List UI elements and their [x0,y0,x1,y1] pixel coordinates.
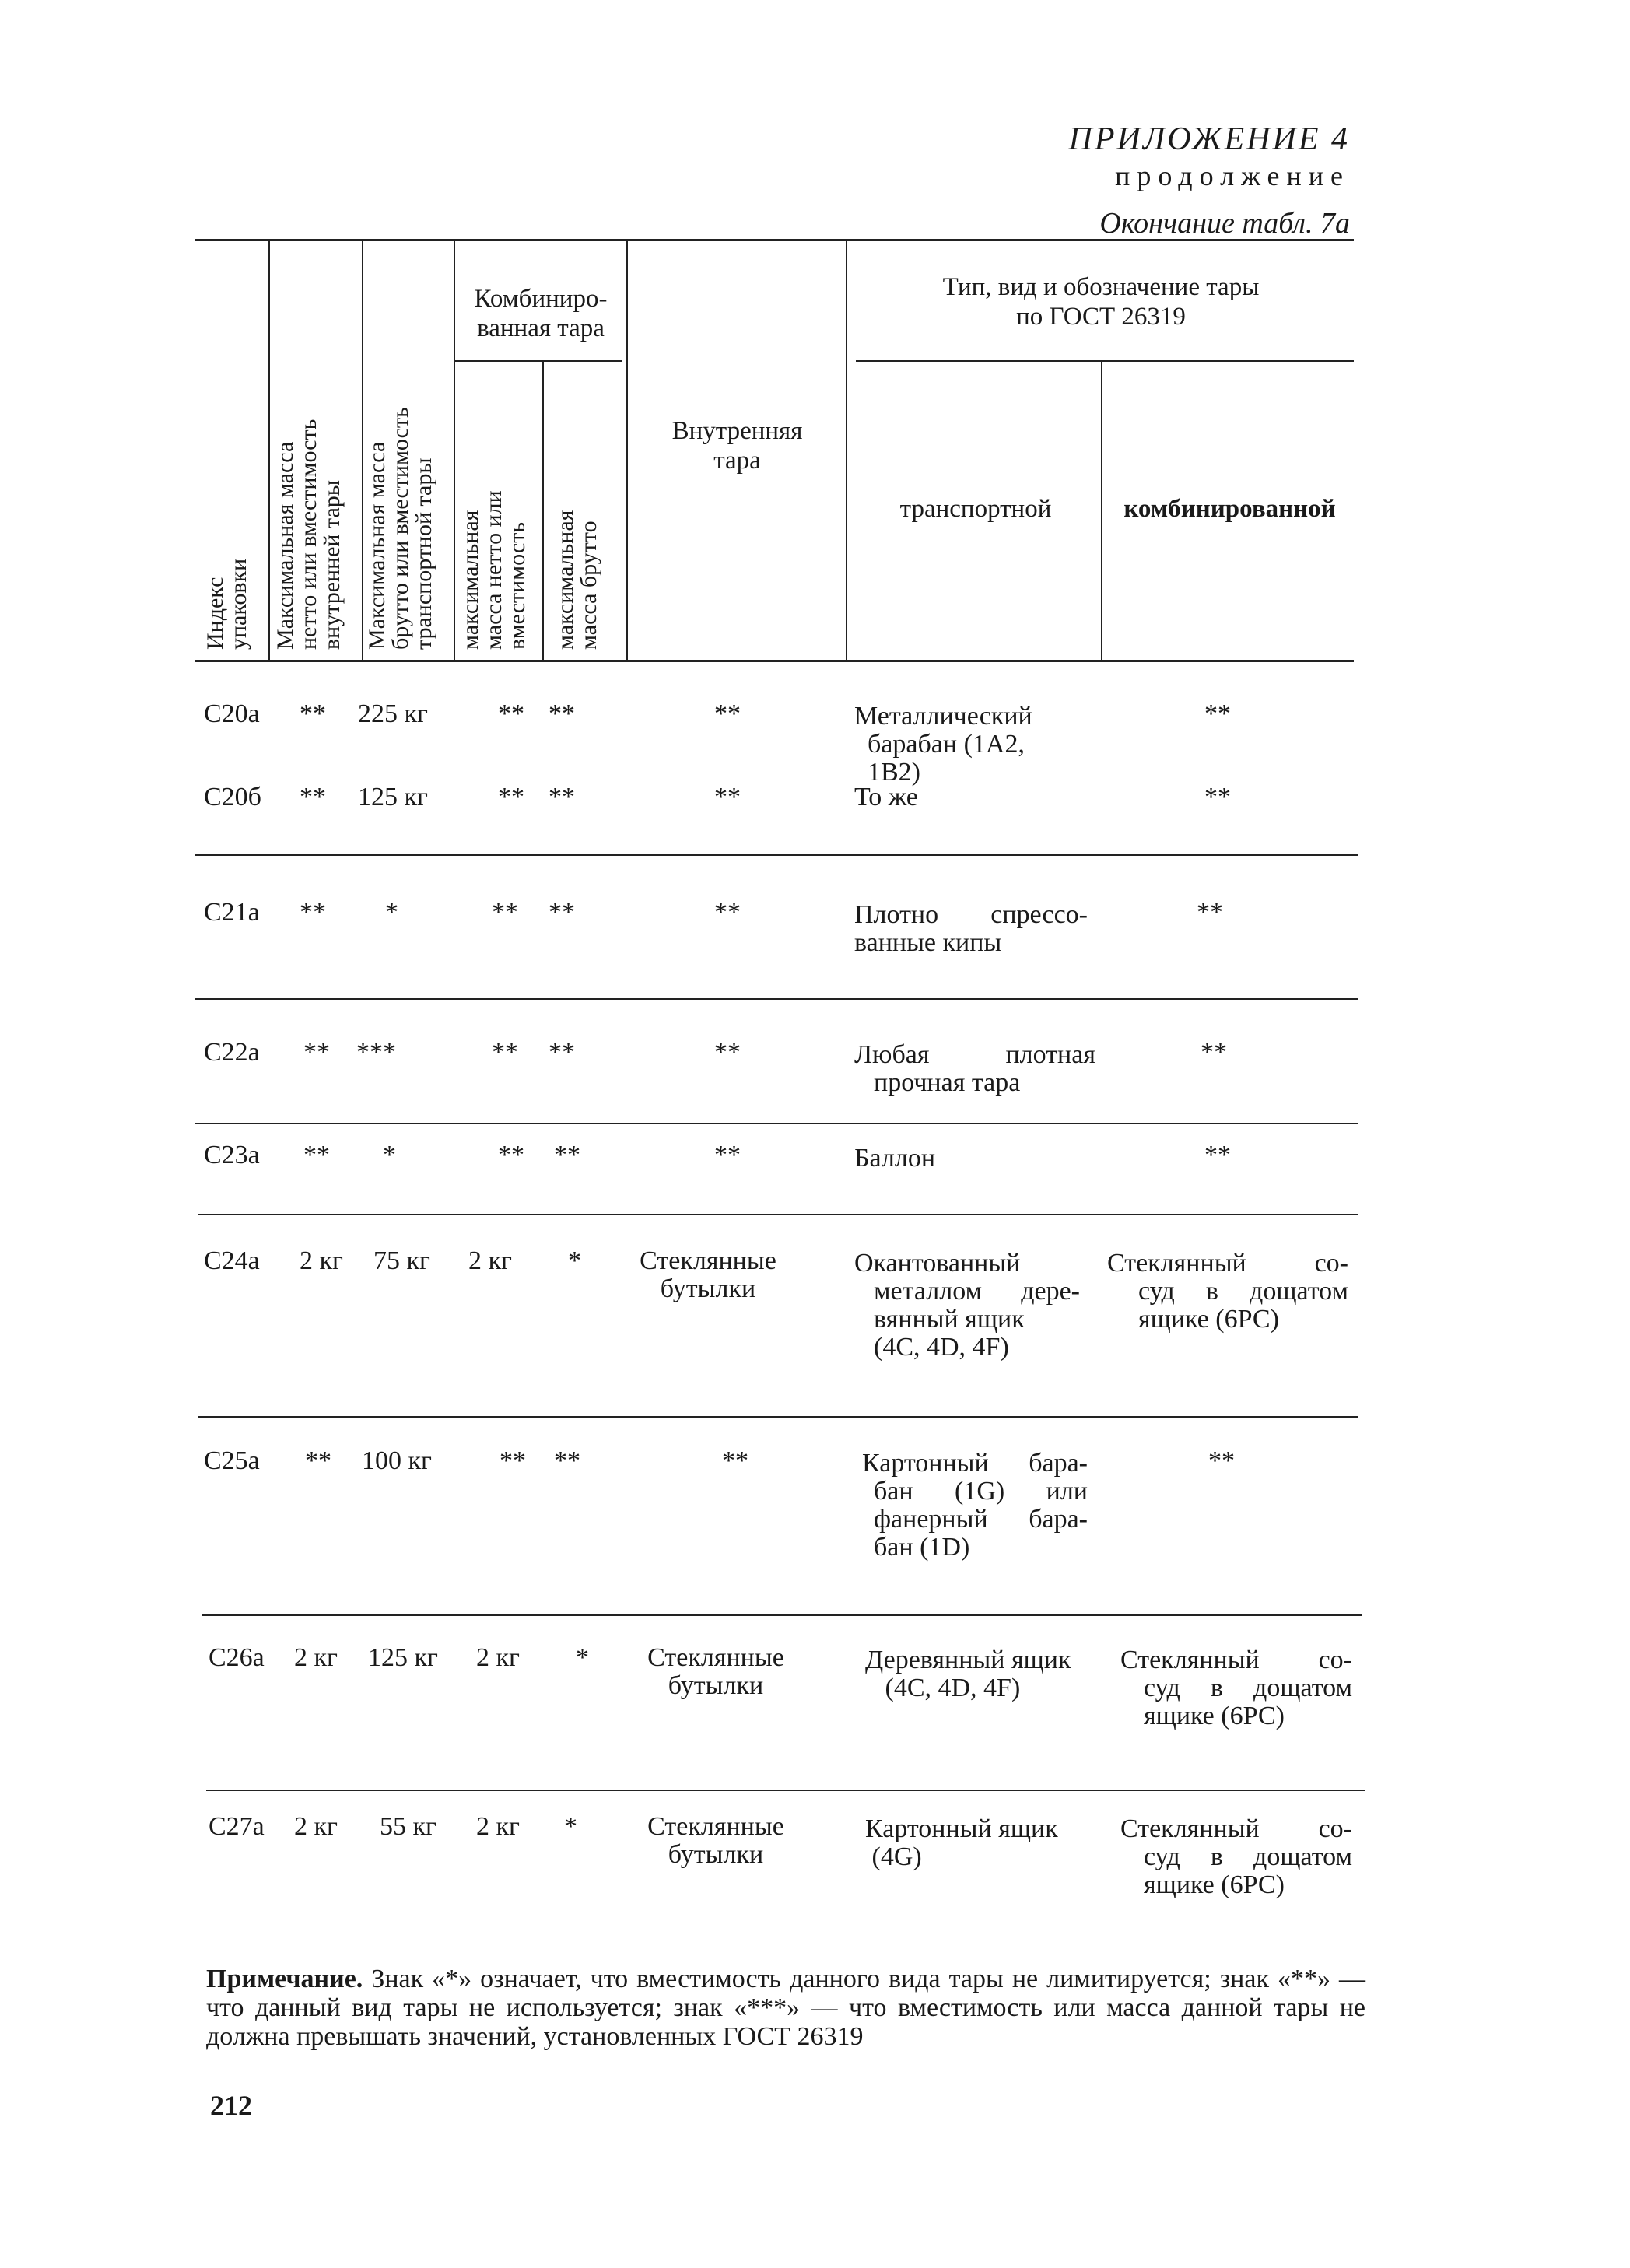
row-separator [195,854,1358,856]
cell-combined-type: ** [1204,1141,1231,1169]
continuation-label: продолжение [1115,160,1350,191]
cell-inner-pack: ** [714,783,741,812]
cell-combined-gross: ** [549,783,575,812]
cell-combined-type: Стеклянный со- суд в дощатом ящике (6РС) [1107,1249,1348,1334]
footnote-label: Примечание. [206,1965,363,1993]
appendix-title: ПРИЛОЖЕНИЕ 4 [1068,121,1350,157]
row-separator [195,998,1358,1000]
cell-transport-max: 125 кг [368,1643,438,1672]
cell-transport-max: 55 кг [380,1812,436,1841]
cell-combined-gross: ** [549,1038,575,1067]
column-divider [362,241,363,660]
cell-inner-pack: Стеклянные бутылки [647,1812,784,1869]
cell-combined-type: ** [1204,699,1231,728]
table-row-index: С22а [204,1038,260,1067]
page-number: 212 [210,2090,252,2121]
cell-combined-gross: * [564,1812,577,1841]
combined-group-rule [455,360,622,362]
column-header-transport-max: Максимальная масса брутто или вместимость транспортной тары [364,407,436,650]
cell-transport-max: *** [356,1038,396,1067]
cell-transport-type: Баллон [854,1144,936,1173]
cell-combined-net: 2 кг [476,1812,520,1841]
column-divider [626,241,628,660]
column-divider [1101,362,1102,660]
cell-combined-net: 2 кг [468,1246,512,1275]
row-separator [206,1790,1365,1791]
cell-inner-max: ** [300,898,326,927]
column-header-inner-pack: Внутренняя тара [671,417,803,475]
row-separator [198,1416,1358,1418]
table-row-index: С20а [204,699,260,728]
row-separator [198,1214,1358,1215]
cell-combined-gross: ** [554,1141,580,1169]
table-top-rule [195,239,1354,241]
type-group-rule [856,360,1354,362]
cell-combined-net: ** [498,783,524,812]
cell-transport-max: * [385,898,398,927]
cell-combined-type: Стеклянный со- суд в дощатом ящике (6РС) [1120,1814,1352,1899]
cell-transport-max: * [383,1141,396,1169]
column-header-index: Индекс упаковки [202,558,251,650]
cell-combined-type: ** [1201,1038,1227,1067]
table-row-index: С26а [209,1643,265,1672]
cell-inner-pack: ** [714,1038,741,1067]
cell-inner-max: ** [300,699,326,728]
cell-combined-type: ** [1204,783,1231,812]
footnote-text: Знак «*» означает, что вместимость данного вида тары не лимитируется; знак «**» — что данный вид тары не используется; знак «***» — что вместимость или масса данной тары не должна превышать значений, установленных ГОСТ 26319 [206,1965,1365,2051]
column-header-transport: транспортной [899,495,1052,523]
table-row-index: С23а [204,1141,260,1169]
column-header-combined-gross: максимальная масса брутто [552,510,601,650]
cell-combined-gross: * [576,1643,589,1672]
cell-inner-max: ** [300,783,326,812]
cell-transport-type: Картонный ящик (4G) [865,1814,1058,1871]
column-header-combined: комбинированной [1123,495,1336,523]
cell-inner-pack: Стеклянные бутылки [647,1643,784,1700]
cell-inner-pack: ** [714,898,741,927]
cell-combined-net: ** [500,1446,526,1475]
table-row-index: С21а [204,898,260,927]
cell-transport-type: Картонный бара- бан (1G) или фанерный бара- бан (1D) [862,1449,1088,1562]
cell-inner-max: ** [303,1141,330,1169]
cell-combined-gross: * [568,1246,581,1275]
cell-combined-type: ** [1197,898,1223,927]
cell-combined-net: ** [492,898,518,927]
cell-transport-max: 225 кг [358,699,428,728]
cell-combined-net: ** [498,699,524,728]
cell-transport-type: Плотно спрессо- ванные кипы [854,900,1088,957]
table-row-index: С24а [204,1246,260,1275]
table-footnote [206,1965,1365,2051]
cell-inner-pack: Стеклянные бутылки [640,1246,776,1303]
header-bottom-rule [195,660,1354,662]
cell-combined-net: ** [498,1141,524,1169]
row-separator [195,1123,1358,1124]
cell-inner-pack: ** [714,699,741,728]
cell-inner-max: ** [303,1038,330,1067]
column-divider [846,241,847,660]
cell-inner-max: 2 кг [294,1812,338,1841]
cell-inner-pack: ** [714,1141,741,1169]
cell-transport-type: То же [854,783,918,812]
cell-inner-max: 2 кг [300,1246,343,1275]
cell-transport-type: Окантованный металлом дере- вянный ящик (4С, 4D, 4F) [854,1249,1080,1362]
table-row-index: С25а [204,1446,260,1475]
table-end-label: Окончание табл. 7а [1099,207,1350,240]
column-header-type-group: Тип, вид и обозначение тары по ГОСТ 26319 [942,273,1260,331]
cell-combined-net: 2 кг [476,1643,520,1672]
cell-combined-gross: ** [549,898,575,927]
cell-transport-type: Металлический барабан (1А2, 1В2) [854,702,1032,787]
column-divider [268,241,270,660]
cell-transport-type: Любая плотная прочная тара [854,1040,1095,1097]
row-separator [202,1614,1362,1616]
table-row-index: С20б [204,783,261,812]
cell-combined-gross: ** [554,1446,580,1475]
cell-combined-net: ** [492,1038,518,1067]
column-header-combined-group: Комбиниро- ванная тара [474,285,608,342]
table-row-index: С27а [209,1812,265,1841]
cell-inner-max: 2 кг [294,1643,338,1672]
column-header-inner-max: Максимальная масса нетто или вместимость внутренней тары [272,419,345,650]
cell-transport-type: Деревянный ящик (4С, 4D, 4F) [865,1646,1071,1702]
column-header-combined-net: максимальная масса нетто или вместимость [457,490,530,650]
cell-combined-type: ** [1208,1446,1235,1475]
cell-combined-gross: ** [549,699,575,728]
cell-transport-max: 75 кг [373,1246,430,1275]
cell-transport-max: 125 кг [358,783,428,812]
cell-inner-pack: ** [722,1446,748,1475]
cell-inner-max: ** [305,1446,331,1475]
cell-transport-max: 100 кг [362,1446,432,1475]
cell-combined-type: Стеклянный со- суд в дощатом ящике (6РС) [1120,1646,1352,1730]
column-divider [542,362,544,660]
